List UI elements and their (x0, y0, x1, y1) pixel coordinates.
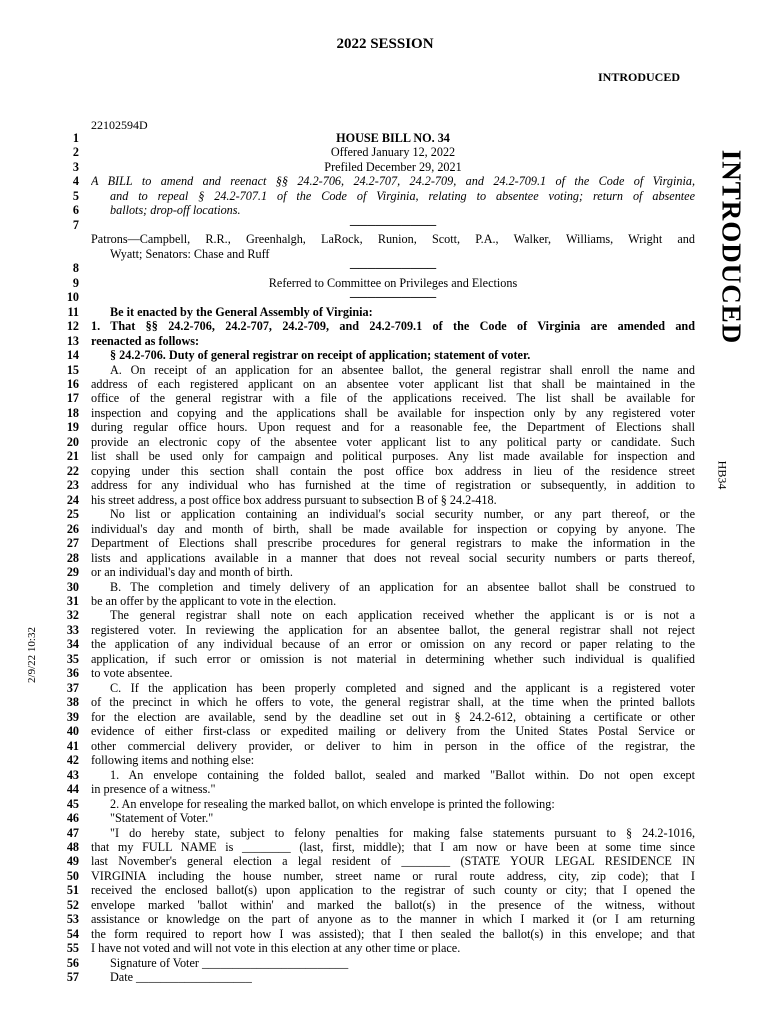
side-bill-text: HB34 (715, 460, 730, 490)
line-text: copying under this section shall contain the post office box address in lieu of the residence street (91, 463, 695, 478)
line-number: 4 (72, 174, 79, 189)
line-number: 1 (72, 131, 79, 145)
line-text: ────────── (349, 290, 437, 305)
line-text: 2. An envelope for resealing the marked ballot, on which envelope is printed the following: (110, 796, 555, 811)
line-text: ────────── (349, 261, 437, 276)
line-text: individual's day and month of birth, shall be made available for inspection or copying by anyone. The (91, 521, 695, 536)
line-number: 3 (72, 159, 79, 174)
line-text: the application of any individual because of an error or omission on any record or paper relating to the (91, 637, 695, 652)
line-text: Referred to Committee on Privileges and Elections (268, 275, 518, 290)
line-number: 5 (72, 188, 79, 203)
line-text: 1. That §§ 24.2-706, 24.2-707, 24.2-709, and 24.2-709.1 of the Code of Virginia are amended and (91, 319, 695, 334)
line-number: 35 (66, 651, 79, 666)
line-text: evidence of either first-class or expedited mailing or delivery from the United States Postal Service or (91, 724, 695, 739)
line-number: 27 (66, 536, 79, 551)
line-text: ballots; drop-off locations. (110, 203, 241, 218)
line-text: Prefiled December 29, 2021 (324, 159, 462, 174)
line-number: 6 (72, 203, 79, 218)
line-text: § 24.2-706. Duty of general registrar on receipt of application; statement of voter. (110, 348, 531, 363)
line-number: 42 (66, 753, 79, 768)
line-text: "Statement of Voter." (110, 811, 214, 826)
line-number: 24 (66, 492, 79, 507)
line-text: assistance or knowledge on the part of anyone as to the manner in which I marked it (or I am returning (91, 912, 695, 927)
line-text: last November's general election a legal resident of ________ (STATE YOUR LEGAL RESIDENCE IN (91, 854, 695, 869)
line-text: Signature of Voter ________________________ (110, 955, 349, 970)
line-text: ────────── (349, 217, 437, 232)
side-print-datetime (22, 625, 42, 685)
line-number: 2 (72, 145, 79, 160)
line-text: of the precinct in which he offers to vote, the general registrar shall, at the time when the printed ballots (91, 695, 695, 710)
line-text: Offered January 12, 2022 (330, 145, 456, 160)
line-text: C. If the application has been properly completed and signed and the applicant is a registered voter (110, 680, 695, 695)
line-text: his street address, a post office box address pursuant to subsection B of § 24.2-418. (91, 492, 497, 507)
line-number: 16 (66, 376, 79, 391)
session-heading: 2022 SESSION (336, 36, 434, 52)
line-text: reenacted as follows: (91, 333, 200, 348)
line-number: 32 (66, 608, 79, 623)
side-status-text: INTRODUCED (716, 149, 747, 345)
line-text: address of each registered applicant on an absentee voter applicant list that shall be maintained in the (91, 376, 695, 391)
line-number: 26 (66, 521, 79, 536)
line-number: 48 (66, 839, 79, 854)
line-number: 49 (66, 854, 79, 869)
document-id: 22102594D (91, 118, 148, 132)
line-text: Wyatt; Senators: Chase and Ruff (110, 246, 270, 261)
line-text: I have not voted and will not vote in this election at any other time or place. (91, 941, 461, 956)
line-number: 22 (66, 463, 79, 478)
line-text: Patrons—Campbell, R.R., Greenhalgh, LaRock, Runion, Scott, P.A., Walker, Williams, Wright and (91, 232, 695, 247)
line-number: 13 (66, 333, 79, 348)
line-text: be an offer by the applicant to vote in the election. (91, 594, 337, 608)
line-text: for the election are available, send by the deadline set out in § 24.2-612, obtaining a certificate or other (91, 709, 695, 724)
line-number: 38 (66, 695, 79, 710)
line-number: 8 (72, 261, 79, 276)
line-text: A BILL to amend and reenact §§ 24.2-706, 24.2-707, 24.2-709, and 24.2-709.1 of the Code of Virginia, (91, 174, 695, 189)
line-text: application, if such error or omission is not material in determining whether such individual is qualified (91, 651, 695, 666)
line-number: 7 (72, 217, 79, 232)
side-status-banner (716, 132, 746, 362)
line-number: 56 (66, 955, 79, 970)
line-number: 45 (66, 796, 79, 811)
line-text: received the enclosed ballot(s) upon application to the registrar of such county or city; that I opened the (91, 883, 695, 898)
status-label: INTRODUCED (598, 70, 681, 84)
side-bill-number (712, 455, 732, 495)
line-text: lists and applications available in a manner that does not reveal social security numbers or parts thereof, (91, 550, 695, 565)
line-number: 23 (66, 478, 79, 493)
line-number: 47 (66, 825, 79, 840)
line-text: Department of Elections shall prescribe procedures for general registrars to make the information in the (91, 536, 695, 551)
line-text: that my FULL NAME is ________ (last, first, middle); that I am now or have been at some time since (91, 839, 695, 854)
line-text: the form required to report how I was assisted); that I then sealed the ballot(s) in this envelope; and that (91, 926, 695, 941)
line-number: 20 (66, 434, 79, 449)
line-number: 9 (72, 275, 79, 290)
line-text: HOUSE BILL NO. 34 (336, 131, 450, 145)
line-number: 52 (66, 897, 79, 912)
line-text: other commercial delivery provider, or deliver to him in person in the office of the registrar, the (91, 738, 695, 753)
line-number: 18 (66, 405, 79, 420)
line-text: 1. An envelope containing the folded ballot, sealed and marked "Ballot within. Do not open except (110, 767, 695, 782)
line-number: 36 (66, 666, 79, 681)
line-number: 46 (66, 811, 79, 826)
line-number: 37 (66, 680, 79, 695)
line-number: 44 (66, 782, 79, 797)
line-text: in presence of a witness." (91, 782, 216, 797)
line-text: Be it enacted by the General Assembly of Virginia: (110, 304, 373, 319)
line-number: 41 (66, 738, 79, 753)
line-text: Date ___________________ (110, 970, 252, 985)
line-text: registered voter. In reviewing the application for an absentee ballot, the general registrar shall not reject (91, 622, 695, 637)
line-text: envelope marked 'ballot within' and marked the ballot(s) in the presence of the witness, without (91, 897, 695, 912)
line-text: "I do hereby state, subject to felony penalties for making false statements pursuant to § 24.2-1016, (110, 825, 695, 840)
line-text: or an individual's day and month of birth. (91, 565, 293, 580)
line-number: 54 (66, 926, 79, 941)
line-number: 50 (66, 868, 79, 883)
line-number: 31 (66, 594, 79, 608)
line-number: 12 (66, 319, 79, 334)
line-number: 39 (66, 709, 79, 724)
line-number: 33 (66, 622, 79, 637)
line-text: list shall be used only for campaign and political purposes. Any list made available for inspection and (91, 449, 695, 464)
line-number: 43 (66, 767, 79, 782)
line-number: 19 (66, 420, 79, 435)
line-number: 34 (66, 637, 79, 652)
line-text: office of the general registrar with a file of the applications received. The list shall be available for (91, 391, 695, 406)
line-number: 53 (66, 912, 79, 927)
side-datetime-text: 2/9/22 10:32 (26, 627, 38, 683)
line-text: A. On receipt of an application for an absentee ballot, the general registrar shall enroll the name and (110, 362, 695, 377)
line-number: 15 (66, 362, 79, 377)
line-text: VIRGINIA including the house number, street name or rural route address, city, zip code); that I (91, 868, 695, 883)
line-number: 10 (66, 290, 79, 305)
line-text: to vote absentee. (91, 666, 173, 681)
line-number: 51 (66, 883, 79, 898)
line-number: 17 (66, 391, 79, 406)
line-number: 14 (66, 348, 79, 363)
line-text: inspection and copying and the applications shall be available for inspection only by any registered voter (91, 405, 695, 420)
line-number: 21 (66, 449, 79, 464)
line-number: 40 (66, 724, 79, 739)
line-number: 11 (67, 304, 79, 319)
line-text: No list or application containing an individual's social security number, or any part thereof, or the (110, 507, 695, 522)
line-number: 29 (66, 565, 79, 580)
line-text: following items and nothing else: (91, 753, 255, 768)
line-number: 30 (66, 579, 79, 594)
line-text: B. The completion and timely delivery of an application for an absentee ballot shall be construed to (110, 579, 695, 594)
line-text: The general registrar shall note on each application received whether the applicant is or is not a (110, 608, 695, 623)
line-text: address for any individual who has furnished at the time of registration or subsequently, in addition to (91, 478, 695, 493)
line-number: 57 (66, 970, 79, 985)
line-number: 28 (66, 550, 79, 565)
line-text: provide an electronic copy of the absentee voter applicant list to any political party or candidate. Such (91, 434, 695, 449)
line-number: 55 (66, 941, 79, 956)
line-text: and to repeal § 24.2-707.1 of the Code of Virginia, relating to absentee voting; return of absentee (110, 188, 695, 203)
line-text: during regular office hours. Upon request and for a reasonable fee, the Department of Elections shall (91, 420, 695, 435)
line-number: 25 (66, 507, 79, 522)
